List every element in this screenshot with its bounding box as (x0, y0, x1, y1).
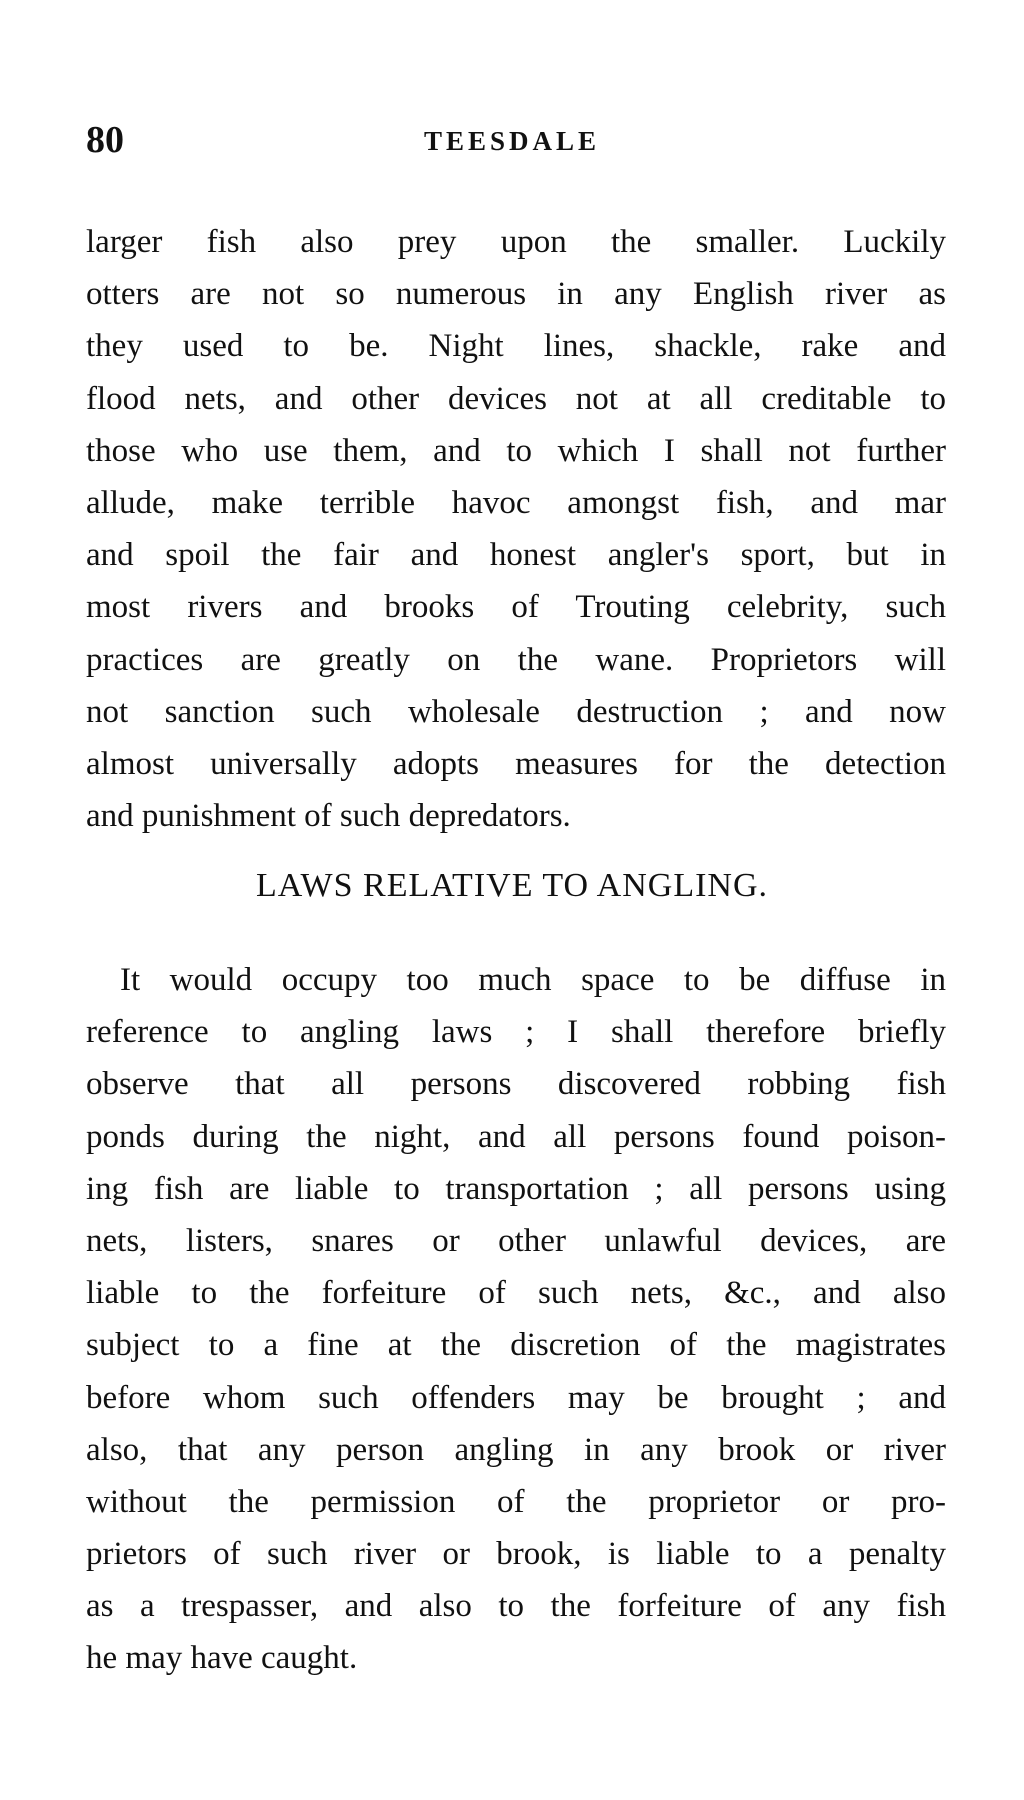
text-line: as a trespasser, and also to the forfeiture of any fish (86, 1588, 946, 1625)
running-title: TEESDALE (423, 126, 601, 156)
page-number: 80 (86, 119, 124, 161)
text-line: liable to the forfeiture of such nets, &c., and also (86, 1275, 946, 1312)
text-line: larger fish also prey upon the smaller. Luckily (86, 224, 946, 260)
text-line: prietors of such river or brook, is liable to a penalty (86, 1536, 946, 1573)
text-line: also, that any person angling in any brook or river (86, 1431, 946, 1468)
text-line: before whom such offenders may be brought ; and (86, 1379, 946, 1416)
text-line: ponds during the night, and all persons found poison- (86, 1118, 946, 1155)
text-line: most rivers and brooks of Trouting celebrity, such (86, 589, 946, 626)
paragraph-2 (86, 954, 946, 1685)
text-line: almost universally adopts measures for the detection (86, 745, 946, 782)
text-line: not sanction such wholesale destruction ; and now (86, 693, 946, 730)
text-line: and spoil the fair and honest angler's sport, but in (86, 537, 946, 574)
text-line: they used to be. Night lines, shackle, rake and (86, 328, 946, 365)
text-line: and punishment of such depredators. (86, 798, 571, 835)
text-line: flood nets, and other devices not at all creditable to (86, 380, 946, 417)
text-line: practices are greatly on the wane. Proprietors will (86, 641, 946, 678)
text-line: observe that all persons discovered robbing fish (86, 1066, 946, 1103)
text-line: nets, listers, snares or other unlawful devices, are (86, 1222, 946, 1259)
text-line: It would occupy too much space to be diffuse in (120, 962, 946, 998)
text-line: he may have caught. (86, 1640, 358, 1677)
text-line: without the permission of the proprietor or pro- (86, 1483, 946, 1520)
paragraph-1 (86, 216, 946, 842)
text-line: allude, make terrible havoc amongst fish, and mar (86, 484, 946, 521)
text-line: otters are not so numerous in any English river as (86, 276, 946, 313)
text-line: subject to a fine at the discretion of the magistrates (86, 1327, 946, 1364)
text-line: those who use them, and to which I shall not further (86, 432, 946, 469)
text-line: ing fish are liable to transportation ; all persons using (86, 1170, 946, 1207)
section-heading: LAWS RELATIVE TO ANGLING. (255, 867, 769, 904)
text-line: reference to angling laws ; I shall therefore briefly (86, 1014, 946, 1051)
